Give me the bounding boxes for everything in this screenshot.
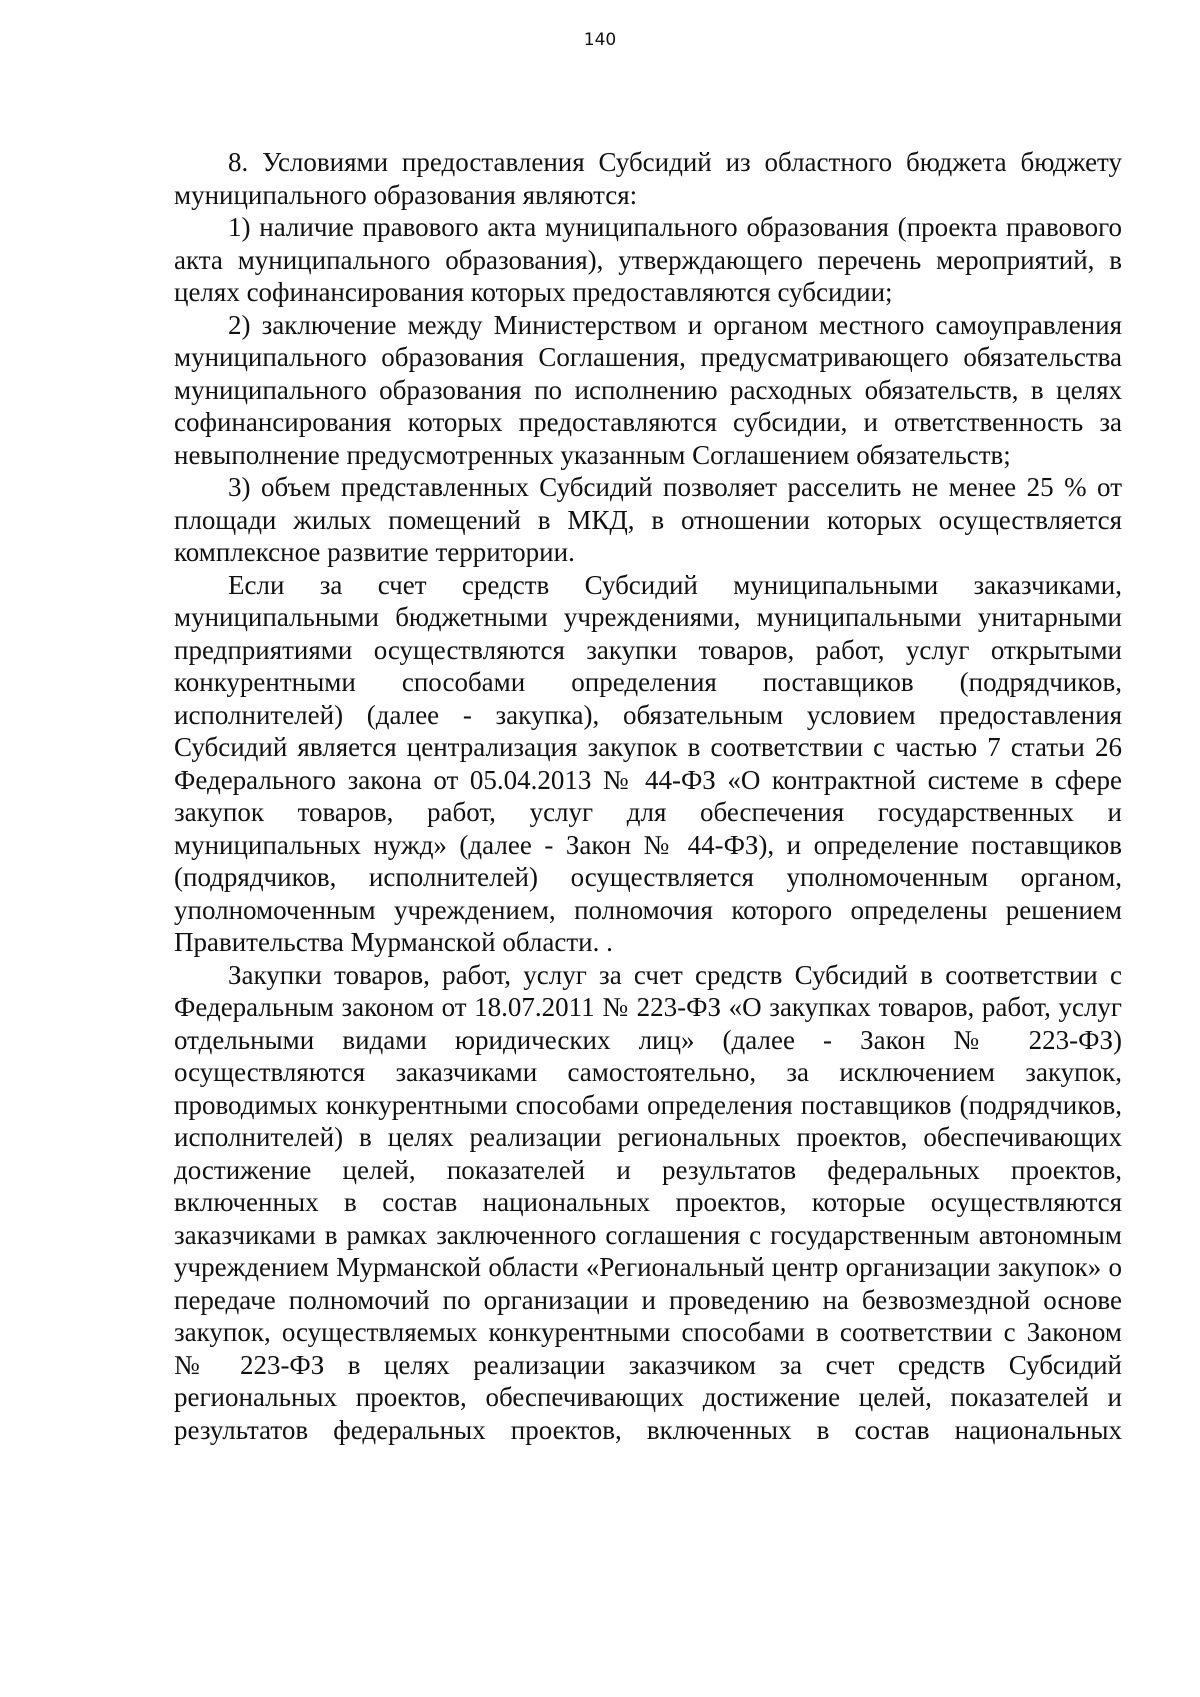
- paragraph-condition-2: 2) заключение между Министерством и органом местного самоуправления муниципального образования Соглашения, предусматривающего обязательства муниципального образования по исполнению расходных обязательств, в целях софинансирования которых предоставляются субсидии, и ответственность за невыполнение предусмотренных указанным Соглашением обязательств;: [174, 309, 1122, 470]
- paragraph-condition-3: 3) объем представленных Субсидий позволяет расселить не менее 25 % от площади жилых помещений в МКД, в отношении которых осуществляется комплексное развитие территории.: [174, 472, 1122, 567]
- paragraph-procurement-223fz: Закупки товаров, работ, услуг за счет средств Субсидий в соответствии с Федеральным законом от 18.07.2011 № 223-ФЗ «О закупках товаров, работ, услуг отдельными видами юридических лиц» (далее - Закон № 223-ФЗ) осуществляются заказчиками самостоятельно, за исключением закупок, проводимых конкурентными способами определения поставщиков (подрядчиков, исполнителей) в целях реализации региональных проектов, обеспечивающих достижение целей, показателей и результатов федеральных проектов, включенных в состав национальных проектов, которые осуществляются заказчиками в рамках заключенного соглашения с государственным автономным учреждением Мурманской области «Региональный центр организации закупок» о передаче полномочий по организации и проведению на безвозмездной основе закупок, осуществляемых конкурентными способами в соответствии с Законом № 223-ФЗ в целях реализации заказчиком за счет средств Субсидий региональных проектов, обеспечивающих достижение целей, показателей и результатов федеральных проектов, включенных в состав национальных: [174, 959, 1122, 1445]
- paragraph-condition-1: 1) наличие правового акта муниципального образования (проекта правового акта муниципального образования), утверждающего перечень мероприятий, в целях софинансирования которых предоставляются субсидии;: [174, 212, 1122, 307]
- page-number: 140: [583, 30, 617, 50]
- paragraph-conditions-intro: 8. Условиями предоставления Субсидий из областного бюджета бюджету муниципального образования являются:: [174, 147, 1122, 210]
- document-body: [174, 146, 1122, 1446]
- paragraph-procurement-44fz: Если за счет средств Субсидий муниципальными заказчиками, муниципальными бюджетными учреждениями, муниципальными унитарными предприятиями осуществляются закупки товаров, работ, услуг открытыми конкурентными способами определения поставщиков (подрядчиков, исполнителей) (далее - закупка), обязательным условием предоставления Субсидий является централизация закупок в соответствии с частью 7 статьи 26 Федерального закона от 05.04.2013 № 44-ФЗ «О контрактной системе в сфере закупок товаров, работ, услуг для обеспечения государственных и муниципальных нужд» (далее - Закон № 44-ФЗ), и определение поставщиков (подрядчиков, исполнителей) осуществляется уполномоченным органом, уполномоченным учреждением, полномочия которого определены решением Правительства Мурманской области. .: [174, 569, 1122, 957]
